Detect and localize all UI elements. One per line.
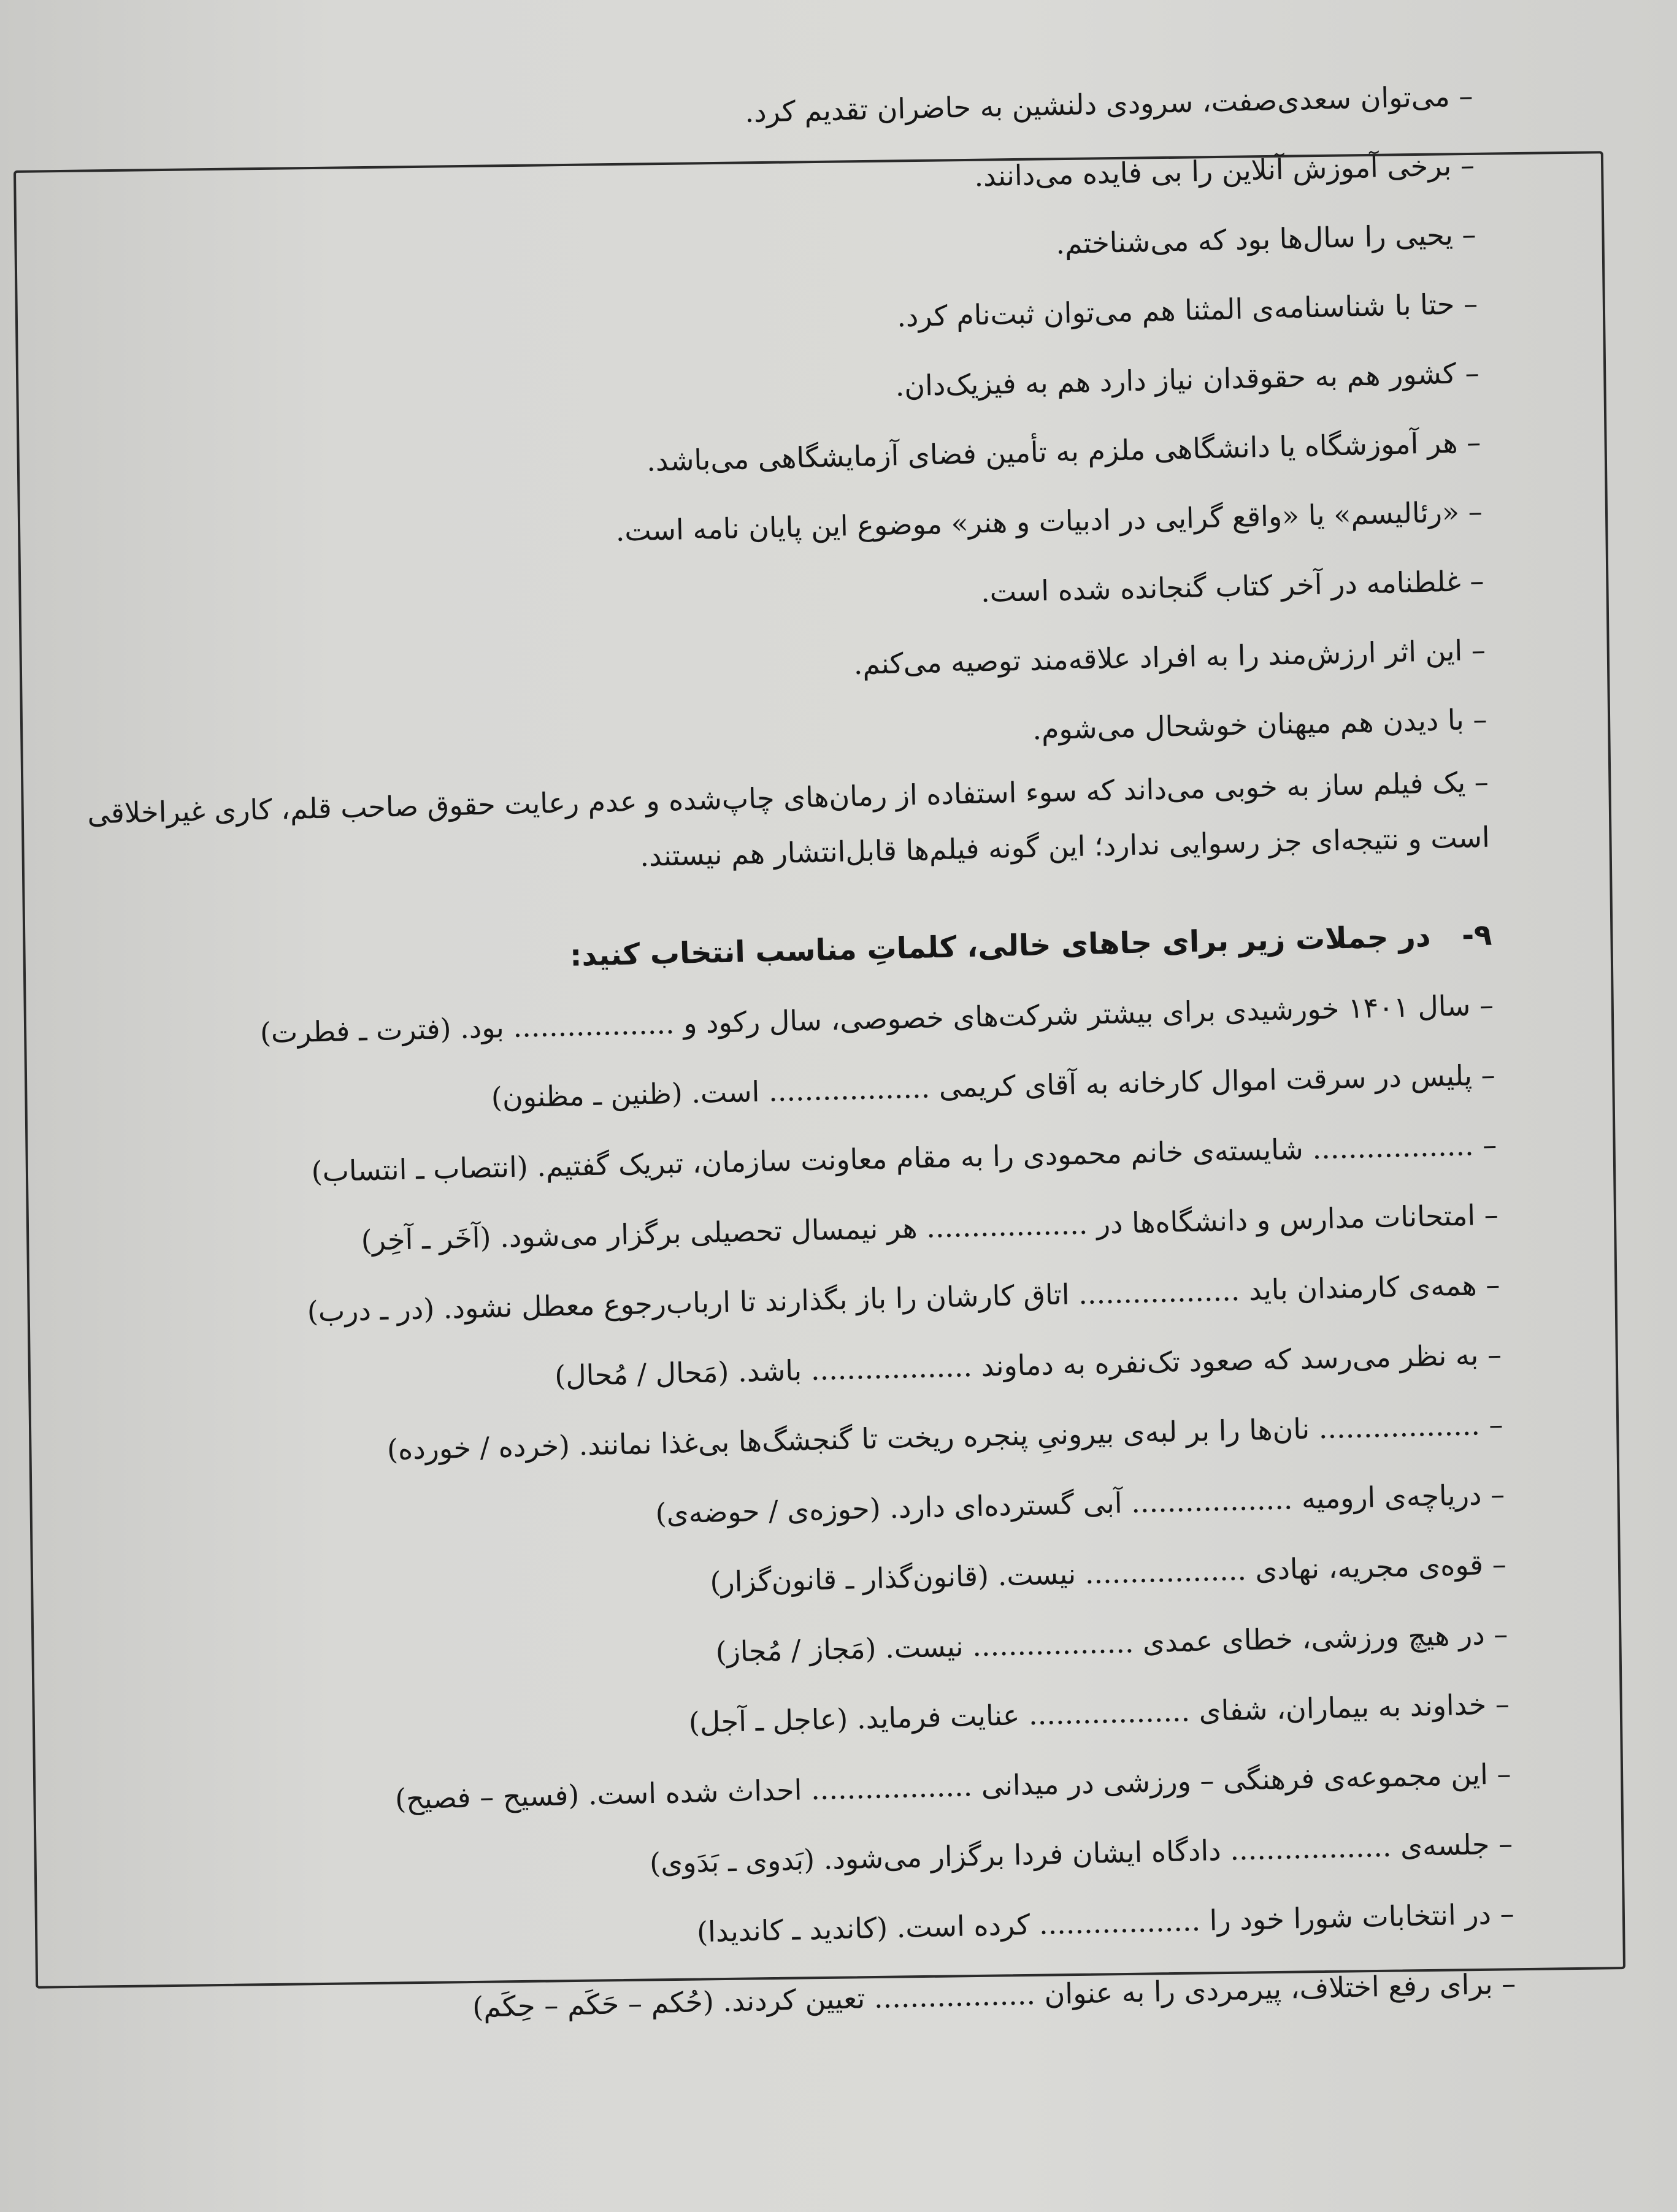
fill-blank-item: – این مجموعه‌ی فرهنگی – ورزشی در میدانی .................. احداث شده است. (فسیح – فصیح) xyxy=(394,1757,1511,1816)
sentence-5: – کشور هم به حقوقدان نیاز دارد هم به فیزیک‌دان. xyxy=(895,356,1480,403)
fill-blank-item: – در انتخابات شورا خود را .................. کرده است. (کاندید ـ کاندیدا) xyxy=(696,1897,1515,1949)
fill-blank-item: – .................. شایسته‌ی خانم محمودی را به مقام معاونت سازمان، تبریک گفتیم. (انتصاب ـ انتساب) xyxy=(311,1128,1497,1188)
exercise-8-sentences xyxy=(37,61,1491,897)
exercise-number: ۹- xyxy=(1461,917,1492,953)
fill-blank-item: – .................. نان‌ها را بر لبه‌ی بیرونیِ پنجره ریخت تا گنجشگ‌ها بی‌غذا نمانند. (خرده / خورده) xyxy=(386,1407,1504,1466)
fill-blank-item: – دریاچه‌ی ارومیه .................. آبی گسترده‌ای دارد. (حوزه‌ی / حوضه‌ی) xyxy=(655,1477,1505,1530)
fill-blank-item: – همه‌ی کارمندان باید .................. اتاق کارشان را باز بگذارند تا ارباب‌رجوع معطل نشود. (در ـ درب) xyxy=(307,1268,1500,1328)
fill-blank-item: – امتحانات مدارس و دانشگاه‌ها در .................. هر نیمسال تحصیلی برگزار می‌شود. (آخَر ـ آخِر) xyxy=(361,1198,1499,1257)
sentence-8: – غلطنامه در آخر کتاب گنجانده شده است. xyxy=(980,564,1484,609)
fill-blank-item: – پلیس در سرقت اموال کارخانه به آقای کریمی .................. است. (ظنین ـ مظنون) xyxy=(491,1058,1496,1114)
sentence-10: – با دیدن هم میهنان خوشحال می‌شوم. xyxy=(1032,702,1487,746)
sentence-7: – «رئالیسم» یا «واقع گرایی در ادبیات و هنر» موضوع این پایان نامه است. xyxy=(615,494,1483,548)
sentence-9: – این اثر ارزش‌مند را به افراد علاقه‌مند توصیه می‌کنم. xyxy=(853,633,1486,681)
sentence-2: – برخی آموزش آنلاین را بی فایده می‌دانند. xyxy=(973,148,1475,193)
exercise-9 xyxy=(56,900,1517,2051)
fill-blank-item: – در هیچ ورزشی، خطای عمدی .................. نیست. (مَجاز / مُجاز) xyxy=(715,1617,1508,1669)
sentence-1: – می‌توان سعدی‌صفت، سرودی دلنشین به حاضران تقدیم کرد. xyxy=(744,78,1473,129)
sentence-11: – یک فیلم ساز به خوبی می‌داند که سوء استفاده از رمان‌های چاپ‌شده و عدم رعایت حقوق صاحب قلم، کاری غیراخلاقی است و نتیجه‌ای جز رسوایی ندارد؛ این گونه فیلم‌ها قابل‌انتشار هم نیستند. xyxy=(86,765,1491,873)
fill-blank-item: – به نظر می‌رسد که صعود تک‌نفره به دماوند .................. باشد. (مَحال / مُحال) xyxy=(554,1338,1502,1393)
fill-blank-item: – برای رفع اختلاف، پیرمردی را به عنوان .................. تعیین کردند. (حُکم – حَکَم – حِکَم) xyxy=(472,1967,1516,2024)
sentence-3: – یحیی را سال‌ها بود که می‌شناختم. xyxy=(1055,217,1477,261)
fill-blank-item: – خداوند به بیماران، شفای .................. عنایت فرماید. (عاجل ـ آجل) xyxy=(688,1687,1510,1739)
fill-blank-item: – جلسه‌ی .................. دادگاه ایشان فردا برگزار می‌شود. (بَدوی ـ بَدَوی) xyxy=(649,1827,1513,1880)
fill-blank-item: – قوه‌ی مجریه، نهادی .................. نیست. (قانون‌گذار ـ قانون‌گزار) xyxy=(709,1547,1507,1599)
document-content xyxy=(37,61,1517,2051)
sentence-4: – حتا با شناسنامه‌ی المثنا هم می‌توان ثبت‌نام کرد. xyxy=(896,286,1478,334)
fill-blank-item: – سال ۱۴۰۱ خورشیدی برای بیشتر شرکت‌های خصوصی، سال رکود و .................. بود. (فترت ـ فطرت) xyxy=(259,988,1494,1050)
sentence-6: – هر آموزشگاه یا دانشگاهی ملزم به تأمین فضای آزمایشگاهی می‌باشد. xyxy=(646,425,1481,478)
exercise-title: در جملات زیر برای جاهای خالی، کلماتِ مناسب انتخاب کنید: xyxy=(569,919,1431,973)
